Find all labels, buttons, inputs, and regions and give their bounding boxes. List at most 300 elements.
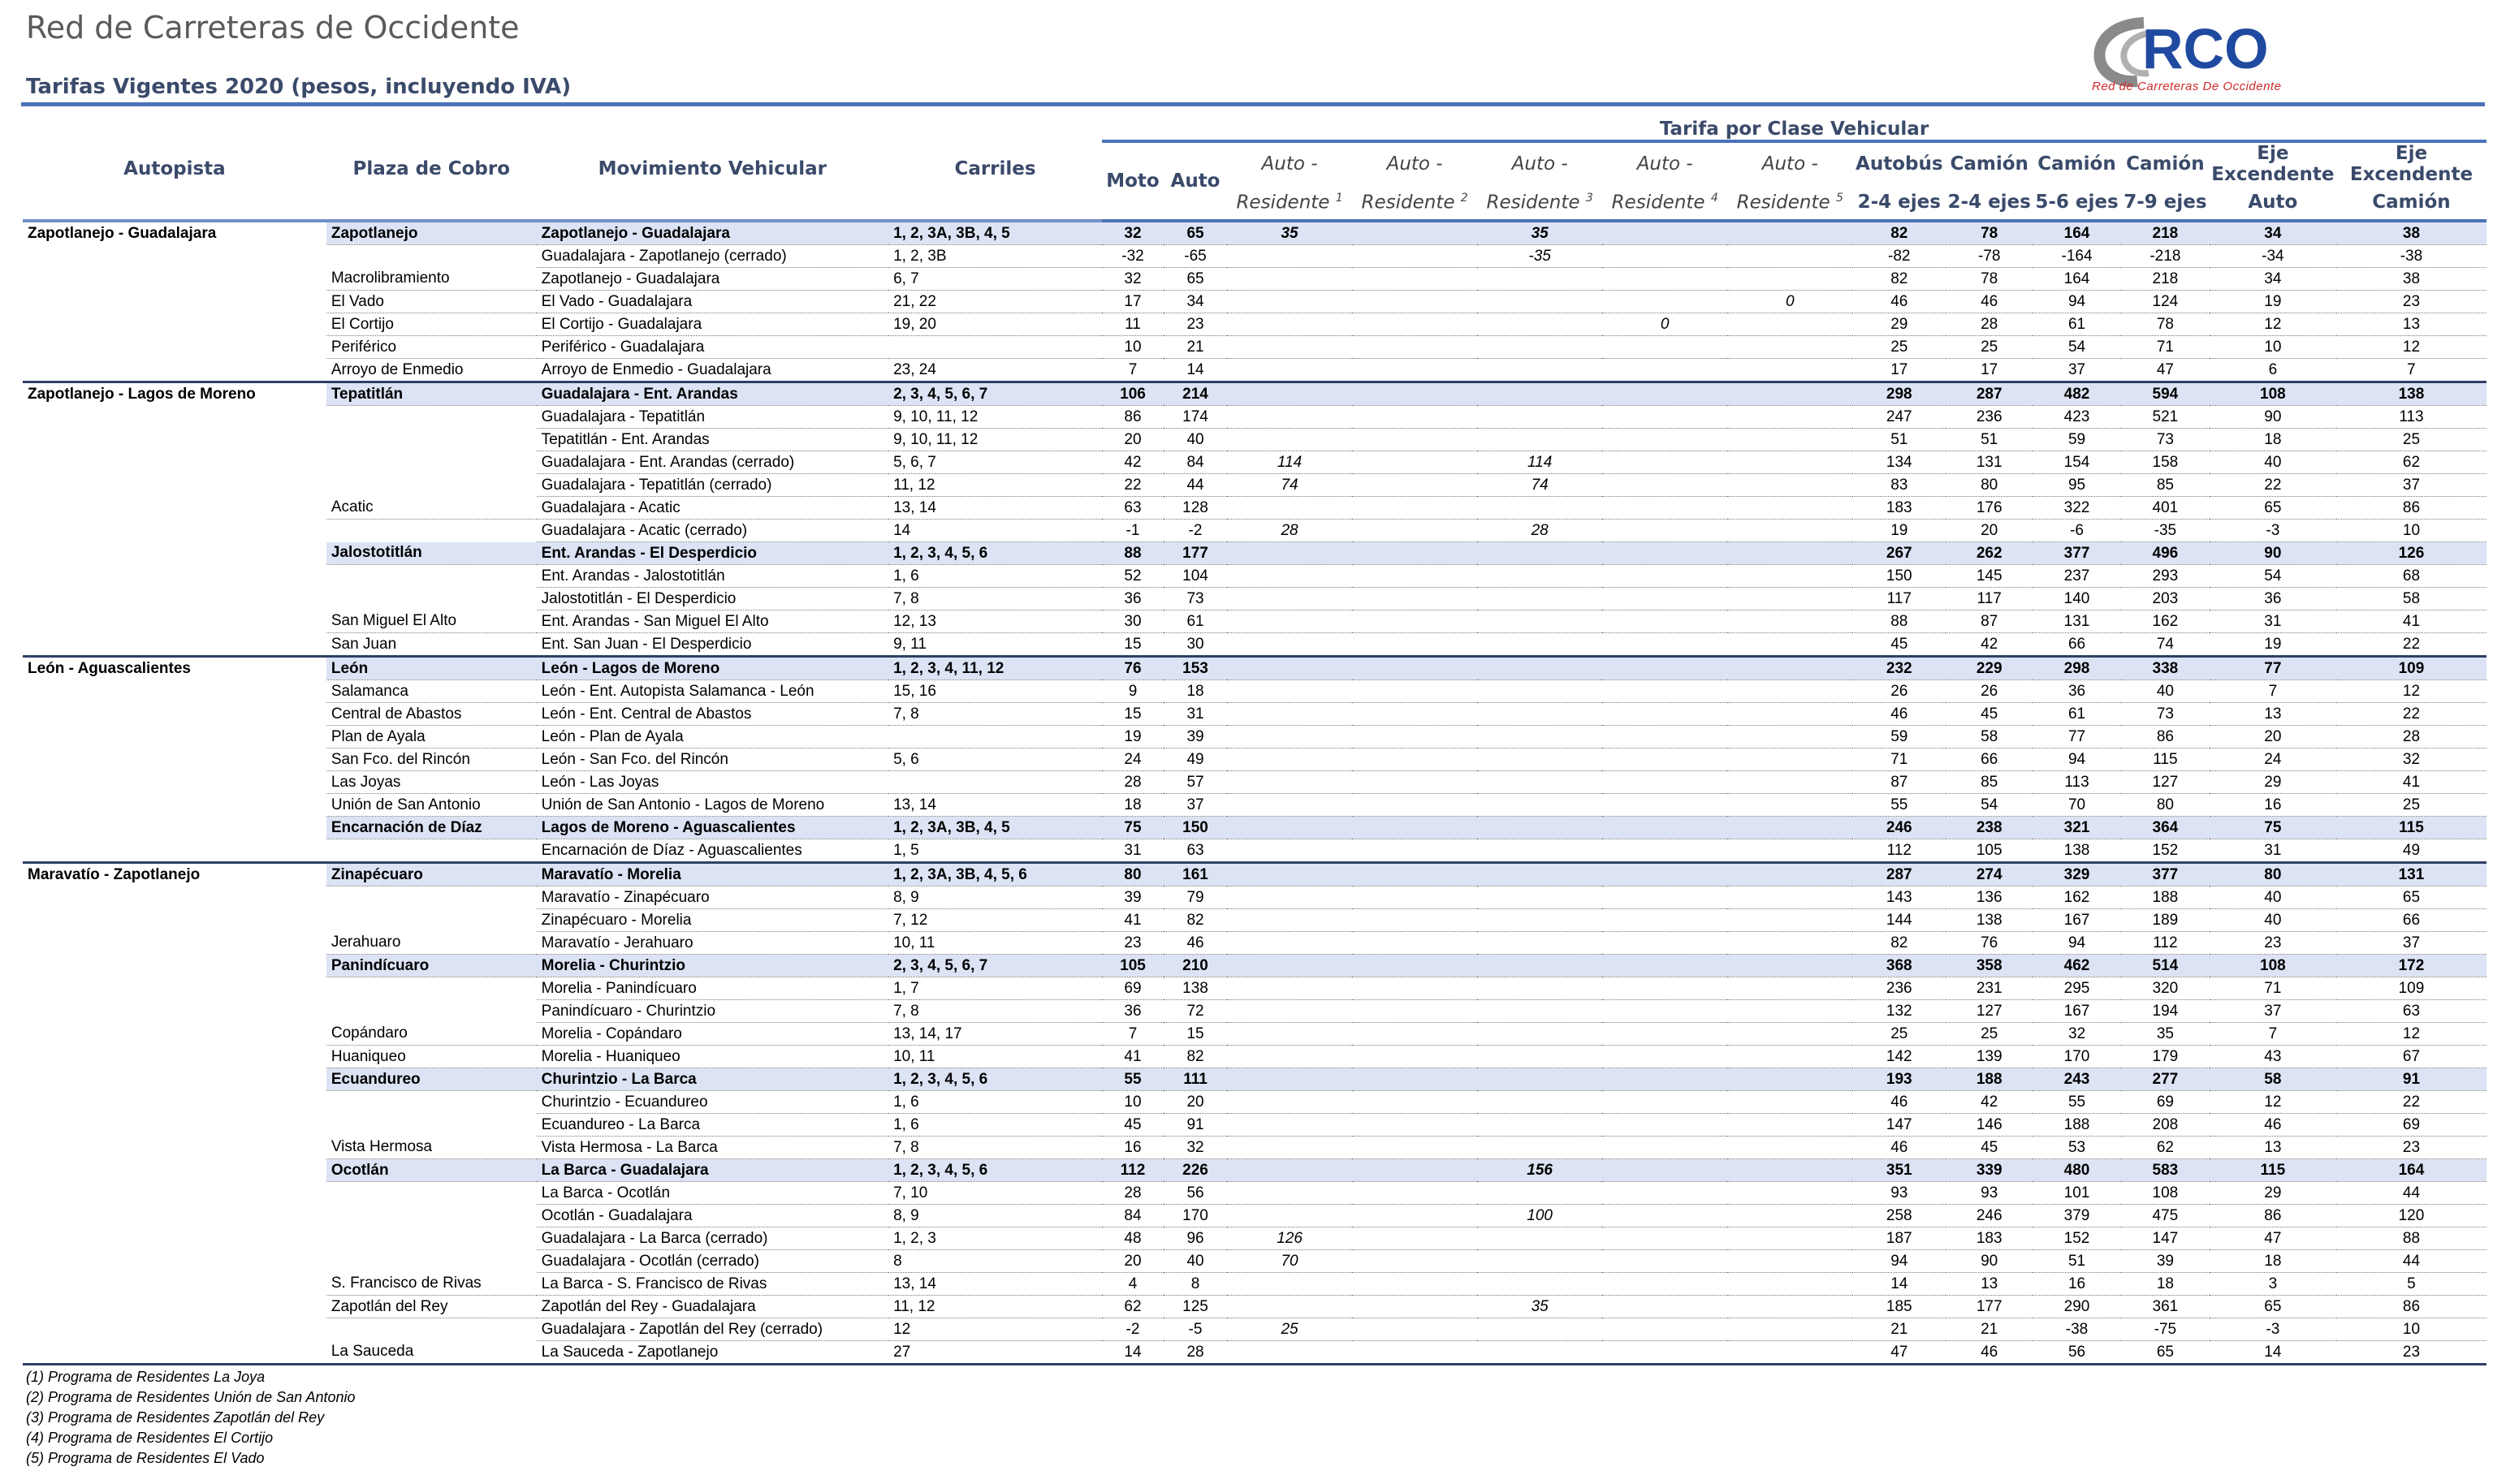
cell-residente-1 [1227,771,1352,794]
cell-camion-2-4: 176 [1946,497,2033,520]
cell-residente-4 [1602,1205,1727,1227]
cell-camion-2-4: 78 [1946,268,2033,291]
cell-auto: 8 [1164,1273,1227,1296]
cell-auto: 82 [1164,1046,1227,1068]
cell-plaza: Panindícuaro [326,955,537,977]
cell-residente-4 [1602,887,1727,909]
cell-residente-5 [1727,794,1852,817]
table-row [23,633,2487,657]
cell-residente-3: 100 [1477,1205,1602,1227]
col-group-tarifa: Tarifa por Clase Vehicular [1102,119,2487,141]
cell-residente-2 [1352,474,1477,497]
cell-moto: 106 [1102,382,1164,406]
cell-camion-5-6: 37 [2033,359,2121,382]
cell-residente-4 [1602,1341,1727,1365]
cell-eje-auto: 16 [2210,794,2336,817]
cell-autopista [23,1114,326,1137]
cell-residente-5 [1727,1341,1852,1365]
cell-camion-7-9: 39 [2121,1250,2210,1273]
cell-eje-camion: 65 [2336,887,2487,909]
cell-camion-7-9: 496 [2121,542,2210,565]
cell-eje-auto: 65 [2210,1296,2336,1318]
cell-autopista [23,313,326,336]
cell-camion-5-6: 32 [2033,1023,2121,1046]
cell-autobus: 46 [1852,291,1946,313]
table-row [23,1091,2487,1114]
cell-camion-5-6: 237 [2033,565,2121,588]
cell-residente-2 [1352,542,1477,565]
cell-autopista [23,1296,326,1318]
cell-residente-3 [1477,588,1602,610]
cell-eje-auto: 12 [2210,313,2336,336]
cell-eje-camion: 22 [2336,633,2487,657]
cell-moto: 88 [1102,542,1164,565]
cell-autobus: 82 [1852,268,1946,291]
table-row [23,1046,2487,1068]
cell-movimiento: Arroyo de Enmedio - Guadalajara [537,359,888,382]
cell-carriles: 7, 10 [888,1182,1102,1205]
cell-residente-5 [1727,863,1852,887]
cell-camion-2-4: 13 [1946,1273,2033,1296]
cell-residente-4 [1602,794,1727,817]
cell-residente-4 [1602,1137,1727,1159]
cell-residente-2 [1352,221,1477,245]
cell-moto: 76 [1102,657,1164,680]
cell-camion-5-6: -6 [2033,520,2121,542]
cell-camion-2-4: 45 [1946,1137,2033,1159]
cell-residente-4 [1602,268,1727,291]
cell-plaza [326,1318,537,1341]
cell-carriles: 1, 2, 3A, 3B, 4, 5 [888,817,1102,839]
cell-residente-2 [1352,1205,1477,1227]
cell-residente-1 [1227,680,1352,703]
cell-moto: 11 [1102,313,1164,336]
cell-plaza: Tepatitlán [326,382,537,406]
cell-autobus: 46 [1852,1091,1946,1114]
cell-carriles: 1, 6 [888,565,1102,588]
cell-plaza [326,1000,537,1023]
cell-carriles: 1, 2, 3, 4, 11, 12 [888,657,1102,680]
cell-residente-1 [1227,1023,1352,1046]
cell-residente-4 [1602,497,1727,520]
cell-eje-camion: 5 [2336,1273,2487,1296]
cell-residente-2 [1352,771,1477,794]
cell-eje-auto: 6 [2210,359,2336,382]
cell-carriles: 1, 7 [888,977,1102,1000]
cell-residente-1: 28 [1227,520,1352,542]
cell-autobus: 83 [1852,474,1946,497]
cell-residente-5 [1727,680,1852,703]
cell-autopista [23,588,326,610]
cell-movimiento: León - Las Joyas [537,771,888,794]
cell-plaza: Unión de San Antonio [326,794,537,817]
cell-autobus: 147 [1852,1114,1946,1137]
cell-movimiento: Guadalajara - Zapotlán del Rey (cerrado) [537,1318,888,1341]
cell-autopista [23,726,326,748]
cell-residente-1 [1227,542,1352,565]
col-eje-camion: Camión [2336,185,2487,221]
cell-moto: 23 [1102,932,1164,955]
cell-plaza [326,1227,537,1250]
cell-residente-5 [1727,451,1852,474]
cell-camion-5-6: 94 [2033,291,2121,313]
cell-residente-2 [1352,382,1477,406]
cell-autobus: 368 [1852,955,1946,977]
cell-autopista [23,1182,326,1205]
cell-residente-2 [1352,657,1477,680]
cell-eje-camion: 23 [2336,1137,2487,1159]
cell-autopista [23,748,326,771]
col-residente-5-top: Auto - [1761,153,1818,175]
cell-plaza: Encarnación de Díaz [326,817,537,839]
cell-residente-4 [1602,748,1727,771]
cell-camion-7-9: 218 [2121,221,2210,245]
table-row [23,382,2487,406]
cell-residente-2 [1352,1227,1477,1250]
cell-autopista [23,245,326,268]
cell-residente-5 [1727,817,1852,839]
cell-eje-auto: 43 [2210,1046,2336,1068]
cell-carriles: 1, 2, 3, 4, 5, 6 [888,542,1102,565]
cell-residente-1 [1227,932,1352,955]
cell-residente-3 [1477,909,1602,932]
cell-plaza: Central de Abastos [326,703,537,726]
col-eje-camion-top: Eje Excendente [2349,143,2474,185]
table-row [23,1114,2487,1137]
cell-residente-2 [1352,1182,1477,1205]
cell-movimiento: Unión de San Antonio - Lagos de Moreno [537,794,888,817]
cell-residente-5 [1727,221,1852,245]
cell-residente-2 [1352,359,1477,382]
cell-eje-camion: 22 [2336,1091,2487,1114]
cell-auto: 104 [1164,565,1227,588]
cell-camion-7-9: -35 [2121,520,2210,542]
cell-autopista [23,451,326,474]
cell-eje-camion: 126 [2336,542,2487,565]
cell-residente-2 [1352,726,1477,748]
cell-autopista [23,771,326,794]
cell-autobus: 112 [1852,839,1946,863]
cell-auto: 138 [1164,977,1227,1000]
cell-camion-7-9: 69 [2121,1091,2210,1114]
cell-residente-2 [1352,268,1477,291]
cell-residente-3: -35 [1477,245,1602,268]
table-row [23,313,2487,336]
table-row [23,245,2487,268]
cell-moto: 80 [1102,863,1164,887]
cell-residente-5 [1727,839,1852,863]
cell-residente-5 [1727,977,1852,1000]
table-row [23,1000,2487,1023]
cell-moto: 105 [1102,955,1164,977]
cell-residente-2 [1352,839,1477,863]
cell-camion-5-6: 295 [2033,977,2121,1000]
cell-residente-1 [1227,610,1352,633]
cell-autobus: 51 [1852,429,1946,451]
cell-auto: 72 [1164,1000,1227,1023]
cell-residente-5 [1727,497,1852,520]
cell-moto: 28 [1102,771,1164,794]
cell-residente-5 [1727,1296,1852,1318]
table-row [23,406,2487,429]
cell-auto: 28 [1164,1341,1227,1365]
cell-eje-auto: 40 [2210,887,2336,909]
cell-residente-2 [1352,1068,1477,1091]
cell-residente-4 [1602,429,1727,451]
cell-residente-1 [1227,977,1352,1000]
cell-plaza: Jerahuaro [326,932,537,955]
cell-residente-5 [1727,336,1852,359]
cell-eje-auto: 7 [2210,680,2336,703]
cell-moto: 22 [1102,474,1164,497]
cell-eje-camion: 38 [2336,268,2487,291]
cell-carriles: 7, 8 [888,588,1102,610]
cell-residente-5 [1727,887,1852,909]
cell-eje-camion: 91 [2336,1068,2487,1091]
cell-plaza [326,451,537,474]
cell-residente-1 [1227,703,1352,726]
table-row [23,771,2487,794]
cell-carriles: 13, 14 [888,1273,1102,1296]
table-row [23,794,2487,817]
cell-residente-3 [1477,1068,1602,1091]
cell-residente-2 [1352,887,1477,909]
cell-autopista [23,565,326,588]
cell-auto: 111 [1164,1068,1227,1091]
cell-autopista [23,932,326,955]
cell-plaza: San Fco. del Rincón [326,748,537,771]
cell-camion-5-6: 61 [2033,703,2121,726]
cell-movimiento: Jalostotitlán - El Desperdicio [537,588,888,610]
cell-residente-2 [1352,291,1477,313]
cell-residente-1 [1227,726,1352,748]
cell-camion-7-9: 583 [2121,1159,2210,1182]
col-camion56-top: Camión [2037,153,2116,175]
table-row [23,817,2487,839]
cell-carriles: 14 [888,520,1102,542]
cell-eje-camion: 120 [2336,1205,2487,1227]
cell-residente-2 [1352,1091,1477,1114]
cell-residente-1 [1227,1296,1352,1318]
cell-plaza [326,565,537,588]
cell-residente-1 [1227,313,1352,336]
col-eje-auto-top: Eje Excendente [2211,143,2335,185]
col-autobus: 2-4 ejes [1852,185,1946,221]
table-row [23,565,2487,588]
cell-eje-camion: 32 [2336,748,2487,771]
cell-residente-4 [1602,474,1727,497]
cell-autobus: 236 [1852,977,1946,1000]
cell-eje-auto: 108 [2210,382,2336,406]
cell-plaza: Periférico [326,336,537,359]
cell-residente-4 [1602,336,1727,359]
cell-plaza: Zinapécuaro [326,863,537,887]
cell-camion-7-9: 338 [2121,657,2210,680]
cell-auto: 40 [1164,429,1227,451]
cell-movimiento: Ent. Arandas - El Desperdicio [537,542,888,565]
cell-plaza: Plan de Ayala [326,726,537,748]
cell-residente-2 [1352,1114,1477,1137]
cell-residente-4 [1602,359,1727,382]
cell-auto: 125 [1164,1296,1227,1318]
cell-camion-2-4: 26 [1946,680,2033,703]
cell-residente-1 [1227,863,1352,887]
cell-residente-5 [1727,1227,1852,1250]
cell-residente-2 [1352,1273,1477,1296]
cell-eje-camion: 41 [2336,610,2487,633]
cell-auto: 170 [1164,1205,1227,1227]
cell-camion-5-6: 243 [2033,1068,2121,1091]
cell-carriles: 2, 3, 4, 5, 6, 7 [888,955,1102,977]
cell-auto: 23 [1164,313,1227,336]
cell-auto: 79 [1164,887,1227,909]
cell-auto: -2 [1164,520,1227,542]
cell-movimiento: Guadalajara - Ent. Arandas (cerrado) [537,451,888,474]
cell-camion-2-4: 138 [1946,909,2033,932]
table-row [23,1023,2487,1046]
cell-autopista [23,955,326,977]
cell-eje-auto: 36 [2210,588,2336,610]
cell-camion-7-9: 80 [2121,794,2210,817]
cell-autobus: 71 [1852,748,1946,771]
cell-residente-5 [1727,1250,1852,1273]
cell-moto: -1 [1102,520,1164,542]
cell-camion-7-9: 62 [2121,1137,2210,1159]
cell-eje-camion: 25 [2336,429,2487,451]
cell-residente-2 [1352,1137,1477,1159]
cell-autopista [23,1137,326,1159]
cell-residente-2 [1352,817,1477,839]
cell-camion-2-4: 80 [1946,474,2033,497]
cell-autobus: 59 [1852,726,1946,748]
cell-autobus: 287 [1852,863,1946,887]
cell-camion-5-6: 154 [2033,451,2121,474]
cell-camion-5-6: 298 [2033,657,2121,680]
cell-residente-4 [1602,771,1727,794]
cell-eje-auto: 18 [2210,429,2336,451]
table-row [23,1227,2487,1250]
cell-residente-4 [1602,839,1727,863]
cell-moto: 15 [1102,633,1164,657]
table-row [23,497,2487,520]
cell-movimiento: Maravatío - Zinapécuaro [537,887,888,909]
cell-moto: 75 [1102,817,1164,839]
cell-camion-5-6: 36 [2033,680,2121,703]
cell-autopista [23,633,326,657]
cell-residente-3 [1477,977,1602,1000]
footnote: (1) Programa de Residentes La Joya [26,1369,266,1385]
cell-eje-camion: 23 [2336,291,2487,313]
cell-movimiento: Ent. San Juan - El Desperdicio [537,633,888,657]
cell-auto: 82 [1164,909,1227,932]
cell-plaza [326,977,537,1000]
logo-text: RCO [2142,17,2269,80]
cell-camion-2-4: 51 [1946,429,2033,451]
cell-carriles [888,336,1102,359]
cell-eje-auto: -34 [2210,245,2336,268]
cell-plaza: Vista Hermosa [326,1137,537,1159]
cell-moto: 45 [1102,1114,1164,1137]
cell-autobus: 267 [1852,542,1946,565]
cell-moto: 31 [1102,839,1164,863]
cell-eje-auto: 31 [2210,839,2336,863]
cell-eje-auto: 90 [2210,406,2336,429]
cell-residente-4 [1602,291,1727,313]
cell-residente-5 [1727,909,1852,932]
cell-carriles: 1, 2, 3, 4, 5, 6 [888,1159,1102,1182]
cell-camion-5-6: 59 [2033,429,2121,451]
cell-movimiento: La Barca - Guadalajara [537,1159,888,1182]
cell-camion-2-4: 87 [1946,610,2033,633]
cell-residente-5 [1727,1273,1852,1296]
cell-residente-1 [1227,1000,1352,1023]
cell-eje-camion: 172 [2336,955,2487,977]
cell-residente-1 [1227,245,1352,268]
cell-residente-2 [1352,1000,1477,1023]
cell-camion-7-9: 475 [2121,1205,2210,1227]
table-row [23,1159,2487,1182]
cell-residente-3 [1477,726,1602,748]
cell-carriles: 9, 11 [888,633,1102,657]
cell-residente-3 [1477,1250,1602,1273]
cell-residente-5 [1727,748,1852,771]
table-row [23,588,2487,610]
cell-residente-2 [1352,497,1477,520]
cell-camion-7-9: 364 [2121,817,2210,839]
cell-camion-5-6: 167 [2033,909,2121,932]
cell-residente-3 [1477,1182,1602,1205]
cell-camion-5-6: 101 [2033,1182,2121,1205]
cell-camion-2-4: 54 [1946,794,2033,817]
cell-camion-5-6: 61 [2033,313,2121,336]
cell-moto: 63 [1102,497,1164,520]
cell-movimiento: Ocotlán - Guadalajara [537,1205,888,1227]
cell-eje-auto: 80 [2210,863,2336,887]
table-row [23,1273,2487,1296]
cell-movimiento: Morelia - Churintzio [537,955,888,977]
cell-residente-3 [1477,657,1602,680]
cell-camion-7-9: 377 [2121,863,2210,887]
cell-auto: 49 [1164,748,1227,771]
cell-autopista [23,1000,326,1023]
table-row [23,520,2487,542]
cell-movimiento: El Vado - Guadalajara [537,291,888,313]
cell-camion-2-4: 42 [1946,633,2033,657]
cell-autobus: 185 [1852,1296,1946,1318]
cell-carriles: 13, 14 [888,794,1102,817]
cell-residente-1 [1227,1114,1352,1137]
cell-residente-1 [1227,817,1352,839]
table-row [23,703,2487,726]
cell-residente-3 [1477,542,1602,565]
cell-residente-5 [1727,1000,1852,1023]
cell-moto: 86 [1102,406,1164,429]
cell-camion-7-9: 47 [2121,359,2210,382]
cell-residente-3 [1477,291,1602,313]
cell-camion-2-4: 20 [1946,520,2033,542]
cell-camion-2-4: 46 [1946,1341,2033,1365]
cell-autobus: 25 [1852,1023,1946,1046]
cell-auto: 210 [1164,955,1227,977]
cell-movimiento: Zapotlanejo - Guadalajara [537,268,888,291]
cell-autopista [23,291,326,313]
cell-eje-auto: 23 [2210,932,2336,955]
cell-camion-7-9: 277 [2121,1068,2210,1091]
table-row [23,657,2487,680]
cell-camion-2-4: 246 [1946,1205,2033,1227]
footnotes [26,1367,356,1469]
cell-camion-7-9: 514 [2121,955,2210,977]
